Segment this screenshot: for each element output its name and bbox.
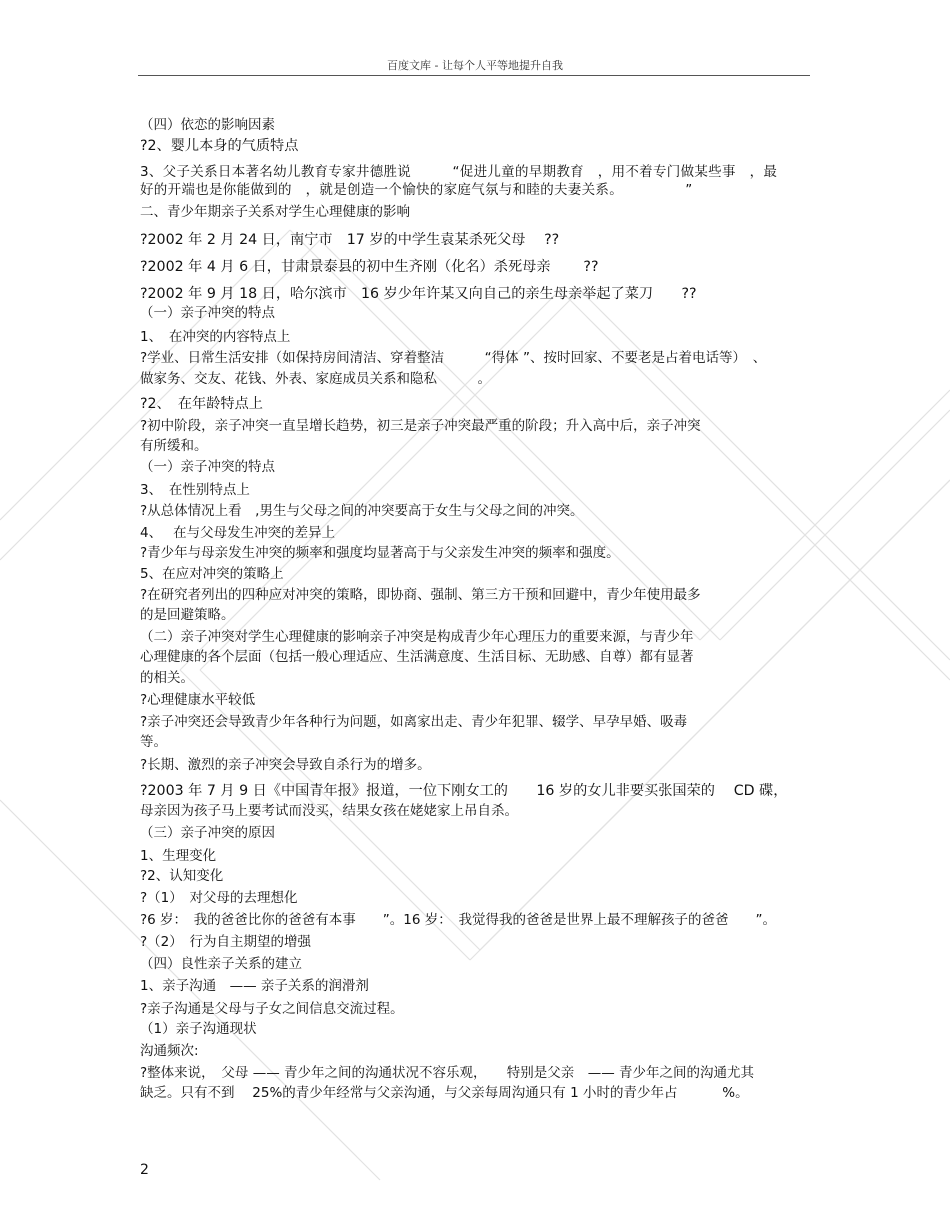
text-line: （一）亲子冲突的特点 xyxy=(140,459,275,475)
text-line: ?2、认知变化 xyxy=(140,868,224,884)
text-line: ?2、婴儿本身的气质特点 xyxy=(140,138,299,154)
text-line: ?2002 年 4 月 6 日，甘肃景泰县的初中生齐刚（化名）杀死母亲 ?? xyxy=(140,259,599,275)
text-line: ?从总体情况上看 ,男生与父母之间的冲突要高于女生与父母之间的冲突。 xyxy=(140,503,584,519)
text-line: ?初中阶段，亲子冲突一直呈增长趋势，初三是亲子冲突最严重的阶段；升入高中后，亲子冲突 xyxy=(140,418,701,434)
text-line: 1、 在冲突的内容特点上 xyxy=(140,329,291,345)
text-line: 1、亲子沟通 —— 亲子关系的润滑剂 xyxy=(140,978,369,994)
text-line: （三）亲子冲突的原因 xyxy=(140,825,275,841)
text-line: ?青少年与母亲发生冲突的频率和强度均显著高于与父亲发生冲突的频率和强度。 xyxy=(140,545,620,561)
text-line: （二）亲子冲突对学生心理健康的影响亲子冲突是构成青少年心理压力的重要来源，与青少年 xyxy=(140,629,694,645)
text-line: ?整体来说， 父母 —— 青少年之间的沟通状况不容乐观， 特别是父亲 —— 青少年之间的沟通尤其 xyxy=(140,1065,755,1081)
text-line: 5、在应对冲突的策略上 xyxy=(140,566,284,582)
text-line: ?亲子冲突还会导致青少年各种行为问题，如离家出走、青少年犯罪、辍学、早孕早婚、吸毒 xyxy=(140,714,688,730)
text-line: 二、青少年期亲子关系对学生心理健康的影响 xyxy=(140,204,410,220)
text-line: （四）依恋的影响因素 xyxy=(140,117,275,133)
text-line: 沟通频次: xyxy=(140,1043,199,1059)
text-line: ?2002 年 2 月 24 日，南宁市 17 岁的中学生袁某杀死父母 ?? xyxy=(140,232,560,248)
text-line: 的相关。 xyxy=(140,670,194,686)
text-line: ?在研究者列出的四种应对冲突的策略，即协商、强制、第三方干预和回避中，青少年使用最多 xyxy=(140,587,701,603)
text-line: ?2、 在年龄特点上 xyxy=(140,396,263,412)
text-line: 做家务、交友、花钱、外表、家庭成员关系和隐私 。 xyxy=(140,371,491,387)
text-line: ?2003 年 7 月 9 日《中国青年报》报道，一位下刚女工的 16 岁的女儿非要买张国荣的 CD 碟， xyxy=(140,783,788,799)
text-line: ?亲子沟通是父母与子女之间信息交流过程。 xyxy=(140,1001,404,1017)
page-number: 2 xyxy=(140,1162,149,1178)
text-line: 缺乏。只有不到 25%的青少年经常与父亲沟通，与父亲每周沟通只有 1 小时的青少年占 %。 xyxy=(140,1085,749,1101)
text-line: 1、生理变化 xyxy=(140,848,217,864)
text-line: ?6 岁： 我的爸爸比你的爸爸有本事 ”。16 岁： 我觉得我的爸爸是世界上最不理解孩子的爸爸 ”。 xyxy=(140,912,777,928)
text-line: ?心理健康水平较低 xyxy=(140,692,256,708)
text-line: （四）良性亲子关系的建立 xyxy=(140,956,302,972)
text-line: ?（2） 行为自主期望的增强 xyxy=(140,934,312,950)
text-line: ?（1） 对父母的去理想化 xyxy=(140,890,298,906)
text-line: （1）亲子沟通现状 xyxy=(140,1021,257,1037)
text-line: （一）亲子冲突的特点 xyxy=(140,305,275,321)
text-line: 的是回避策略。 xyxy=(140,607,235,623)
text-line: 等。 xyxy=(140,734,167,750)
page-header: 百度文库 - 让每个人平等地提升自我 xyxy=(387,59,563,72)
text-line: ?2002 年 9 月 18 日，哈尔滨市 16 岁少年许某又向自己的亲生母亲举起了菜刀 ?? xyxy=(140,286,697,302)
text-line: ?长期、激烈的亲子冲突会导致自杀行为的增多。 xyxy=(140,757,431,773)
text-line: 好的开端也是你能做到的 ，就是创造一个愉快的家庭气氛与和睦的夫妻关系。 ” xyxy=(140,182,693,198)
text-line: 4、 在与父母发生冲突的差异上 xyxy=(140,525,336,541)
text-line: 3、父子关系日本著名幼儿教育专家井德胜说 “促进儿童的早期教育 ，用不着专门做某些事 ，最 xyxy=(140,164,778,180)
text-line: ?学业、日常生活安排（如保持房间清洁、穿着整洁 “得体 ”、按时回家、不要老是占着电话等） 、 xyxy=(140,350,767,366)
text-line: 3、 在性别特点上 xyxy=(140,482,250,498)
text-line: 母亲因为孩子马上要考试而没买，结果女孩在姥姥家上吊自杀。 xyxy=(140,803,518,819)
text-line: 心理健康的各个层面（包括一般心理适应、生活满意度、生活目标、无助感、自尊）都有显著 xyxy=(140,649,694,665)
text-line: 有所缓和。 xyxy=(140,438,208,454)
